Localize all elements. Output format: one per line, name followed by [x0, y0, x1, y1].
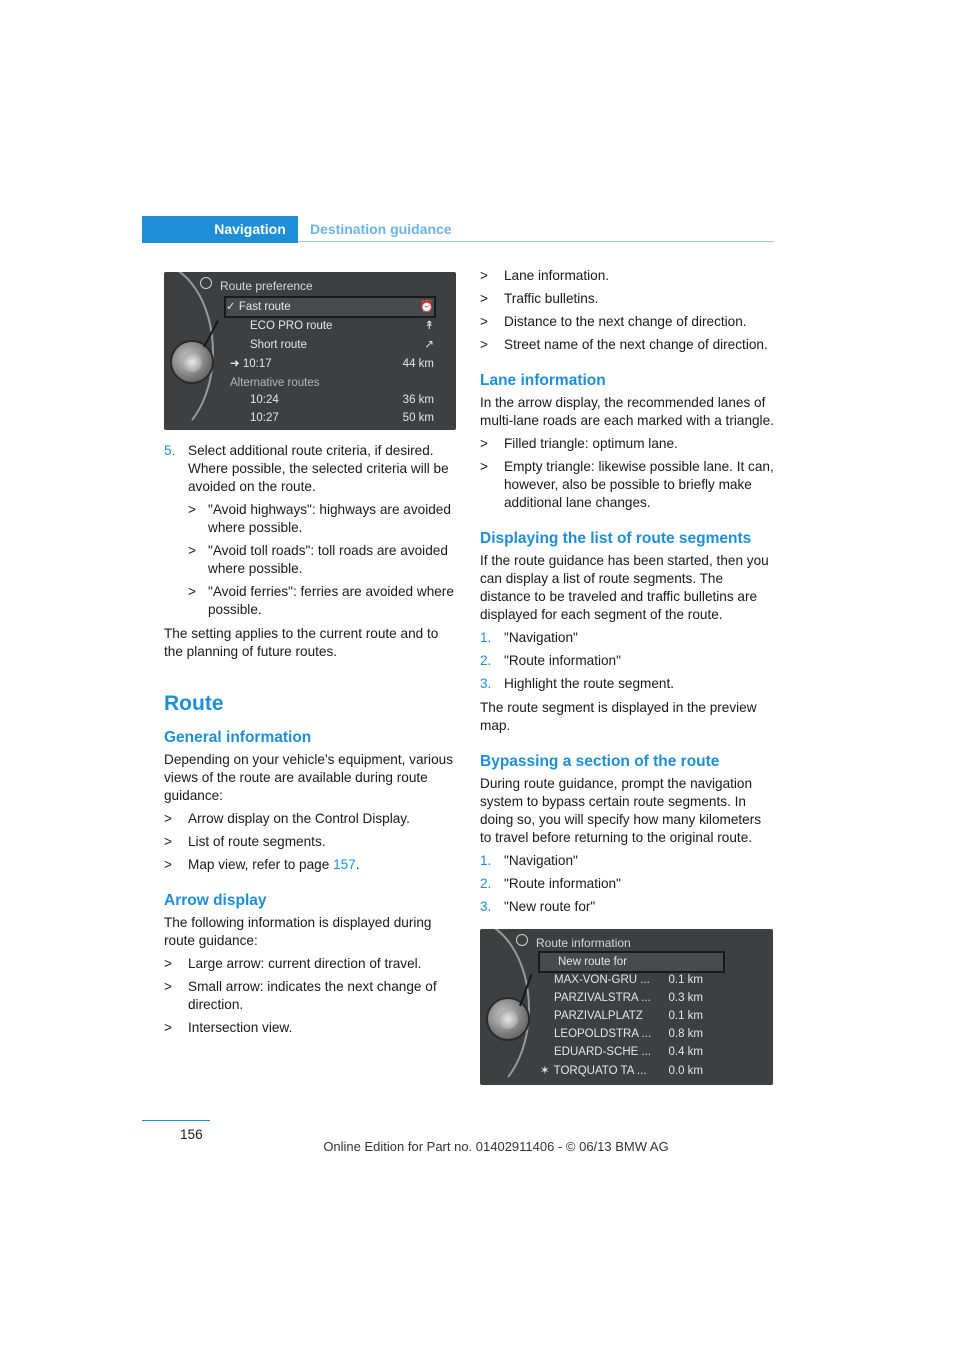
- screen-row-value: 36 km: [402, 394, 434, 406]
- screen-row-label: Short route: [250, 339, 307, 351]
- list-item: > Intersection view.: [164, 1020, 293, 1035]
- step-item: [480, 652, 774, 670]
- list-item: > Arrow display on the Control Display.: [164, 811, 410, 826]
- list-item-text: Arrow display on the Control Display.: [188, 811, 410, 826]
- screen-row-label: ➜ 10:17: [230, 358, 272, 370]
- step-text: "Route information": [504, 876, 621, 891]
- list-item: > Small arrow: indicates the next change of direction.: [164, 979, 437, 1012]
- step-number: 1.: [480, 853, 492, 868]
- route-segments-text: If the route guidance has been started, then you can display a list of route segments. The distance to be traveled and traffic bulletins are displayed for each segment of the route.: [480, 553, 769, 622]
- screen-row-label: New route for: [558, 956, 628, 968]
- list-item-text: Traffic bulletins.: [504, 291, 599, 306]
- screen-row-label: 10:24: [250, 394, 279, 406]
- edition-notice: Online Edition for Part no. 01402911406 - © 06/13 BMW AG: [323, 1139, 669, 1154]
- list-item: > "Avoid ferries": ferries are avoided where possible.: [188, 584, 454, 617]
- step-number: 5.: [164, 443, 176, 458]
- setting-note: The setting applies to the current route and to the planning of future routes.: [164, 626, 439, 659]
- bypass-section-text: During route guidance, prompt the navigation system to bypass certain route segments. In doing so, you will specify how many kilometers to travel before returning to the original route.: [480, 776, 762, 845]
- screen-row-alt-2: [250, 409, 434, 427]
- list-item-text: "Avoid highways": highways are avoided where possible.: [208, 502, 451, 535]
- step-text: "New route for": [504, 899, 596, 914]
- list-item-text: List of route segments.: [188, 834, 326, 849]
- screen-row-segment: [554, 971, 703, 989]
- right-column: [480, 267, 774, 1085]
- step-number: 2.: [480, 653, 492, 668]
- route-preference-screenshot: [164, 272, 456, 430]
- list-item-text: Empty triangle: likewise possible lane. It can, however, also be possible to briefly make additional lane changes.: [504, 459, 774, 510]
- controller-knob-icon: [170, 340, 214, 384]
- screen-row-segment: [554, 989, 703, 1007]
- screen-row-value: 0.3 km: [668, 992, 703, 1004]
- header-section-tab: Navigation: [142, 216, 298, 243]
- header-rule: [298, 241, 774, 242]
- screen-row-label: PARZIVALSTRA ...: [554, 992, 651, 1004]
- route-segments-heading: Displaying the list of route segments: [480, 530, 752, 547]
- screen-row-current-route: [230, 355, 434, 373]
- screen-row-label: PARZIVALPLATZ: [554, 1010, 643, 1022]
- page-link-157[interactable]: 157: [333, 857, 356, 872]
- list-item: > Map view, refer to page 157.: [164, 857, 360, 872]
- screen-row-eco-pro: [250, 317, 434, 335]
- screen-title: Route information: [536, 936, 631, 950]
- list-item-text: "Avoid ferries": ferries are avoided where possible.: [208, 584, 454, 617]
- list-item: > List of route segments.: [164, 834, 326, 849]
- step-text: Select additional route criteria, if desired. Where possible, the selected criteria will be avoided on the route.: [188, 443, 449, 494]
- general-information-text: Depending on your vehicle's equipment, various views of the route are available during route guidance:: [164, 752, 453, 803]
- screen-row-value: 0.0 km: [668, 1065, 703, 1077]
- list-item-text: Large arrow: current direction of travel.: [188, 956, 422, 971]
- eco-route-icon: ↟: [424, 320, 434, 332]
- general-information-heading: General information: [164, 729, 312, 746]
- screen-row-label: 10:27: [250, 412, 279, 424]
- list-item-text: Map view, refer to page: [188, 857, 334, 872]
- screen-row-label: ECO PRO route: [250, 320, 333, 332]
- lane-information-text: In the arrow display, the recommended lanes of multi-lane roads are each marked with a triangle.: [480, 395, 774, 428]
- list-item: > Street name of the next change of direction.: [480, 337, 768, 352]
- step-number: 2.: [480, 876, 492, 891]
- screen-row-segment: [540, 1062, 703, 1080]
- screen-row-label: LEOPOLDSTRA ...: [554, 1028, 652, 1040]
- screen-row-label: EDUARD-SCHE ...: [554, 1046, 652, 1058]
- step-text: "Route information": [504, 653, 621, 668]
- step-item: [480, 898, 774, 916]
- list-item: > Lane information.: [480, 268, 610, 283]
- screen-row-label: TORQUATO TA ...: [553, 1065, 647, 1077]
- list-item-text: "Avoid toll roads": toll roads are avoided where possible.: [208, 543, 448, 576]
- header-subsection: Destination guidance: [310, 221, 452, 237]
- screen-row-segment: [554, 1007, 703, 1025]
- route-information-screenshot: [480, 929, 773, 1085]
- list-item: > Large arrow: current direction of travel.: [164, 956, 422, 971]
- screen-row-value: 0.1 km: [668, 1010, 703, 1022]
- page-number: 156: [180, 1127, 203, 1142]
- list-item: > Filled triangle: optimum lane.: [480, 436, 678, 451]
- list-item-text: Filled triangle: optimum lane.: [504, 436, 678, 451]
- list-item-text: Distance to the next change of direction.: [504, 314, 747, 329]
- step-number: 3.: [480, 899, 492, 914]
- lane-information-heading: Lane information: [480, 372, 606, 389]
- screen-title: Route preference: [220, 279, 313, 293]
- list-item-text: Small arrow: indicates the next change of direction.: [188, 979, 437, 1012]
- step-text: "Navigation": [504, 630, 578, 645]
- footer-rule: [142, 1120, 210, 1121]
- traffic-warning-icon: ✶: [540, 1065, 550, 1077]
- arrow-display-text: The following information is displayed during route guidance:: [164, 915, 432, 948]
- step-text: "Navigation": [504, 853, 578, 868]
- screen-row-label: MAX-VON-GRU ...: [554, 974, 650, 986]
- short-route-icon: ↗: [424, 339, 434, 351]
- list-item-text: Lane information.: [504, 268, 610, 283]
- step-item: [480, 852, 774, 870]
- screen-row-value: 44 km: [402, 358, 434, 370]
- controller-knob-icon: [486, 997, 530, 1041]
- route-segments-note: The route segment is displayed in the preview map.: [480, 700, 757, 733]
- route-settings-icon: [200, 277, 212, 289]
- list-item: > Empty triangle: likewise possible lane. It can, however, also be possible to briefly make additional lane changes.: [480, 459, 774, 510]
- page-header: [142, 216, 774, 243]
- screen-row-value: 0.4 km: [668, 1046, 703, 1058]
- route-info-icon: [516, 934, 528, 946]
- step-5: [164, 442, 456, 496]
- screen-row-fast-route: [226, 298, 434, 316]
- step-number: 1.: [480, 630, 492, 645]
- screen-row-short-route: [250, 336, 434, 354]
- left-column: [164, 272, 456, 1037]
- step-number: 3.: [480, 676, 492, 691]
- screen-row-alt-1: [250, 391, 434, 409]
- screen-row-label: ✓ Fast route: [226, 301, 291, 313]
- screen-row-value: 0.8 km: [668, 1028, 703, 1040]
- route-heading: Route: [164, 692, 224, 715]
- screen-row-new-route: [540, 953, 723, 971]
- step-item: [480, 629, 774, 647]
- screen-section-alternative: Alternative routes: [230, 377, 320, 389]
- screen-row-value: 0.1 km: [668, 974, 703, 986]
- step-5-options: [164, 501, 456, 619]
- list-item-text: Intersection view.: [188, 1020, 293, 1035]
- list-item-text: Street name of the next change of direction.: [504, 337, 768, 352]
- bypass-section-heading: Bypassing a section of the route: [480, 753, 720, 770]
- list-item-end: .: [355, 857, 360, 872]
- list-item: > Distance to the next change of direction.: [480, 314, 747, 329]
- step-item: [480, 875, 774, 893]
- list-item: > "Avoid toll roads": toll roads are avoided where possible.: [188, 543, 448, 576]
- screen-row-segment: [554, 1025, 703, 1043]
- screen-row-value: 50 km: [402, 412, 434, 424]
- alarm-clock-icon: ⏰: [419, 301, 434, 313]
- arrow-display-heading: Arrow display: [164, 892, 267, 909]
- screen-row-segment: [554, 1043, 703, 1061]
- step-item: [480, 675, 774, 693]
- list-item: > "Avoid highways": highways are avoided where possible.: [188, 502, 451, 535]
- step-text: Highlight the route segment.: [504, 676, 675, 691]
- list-item: > Traffic bulletins.: [480, 291, 599, 306]
